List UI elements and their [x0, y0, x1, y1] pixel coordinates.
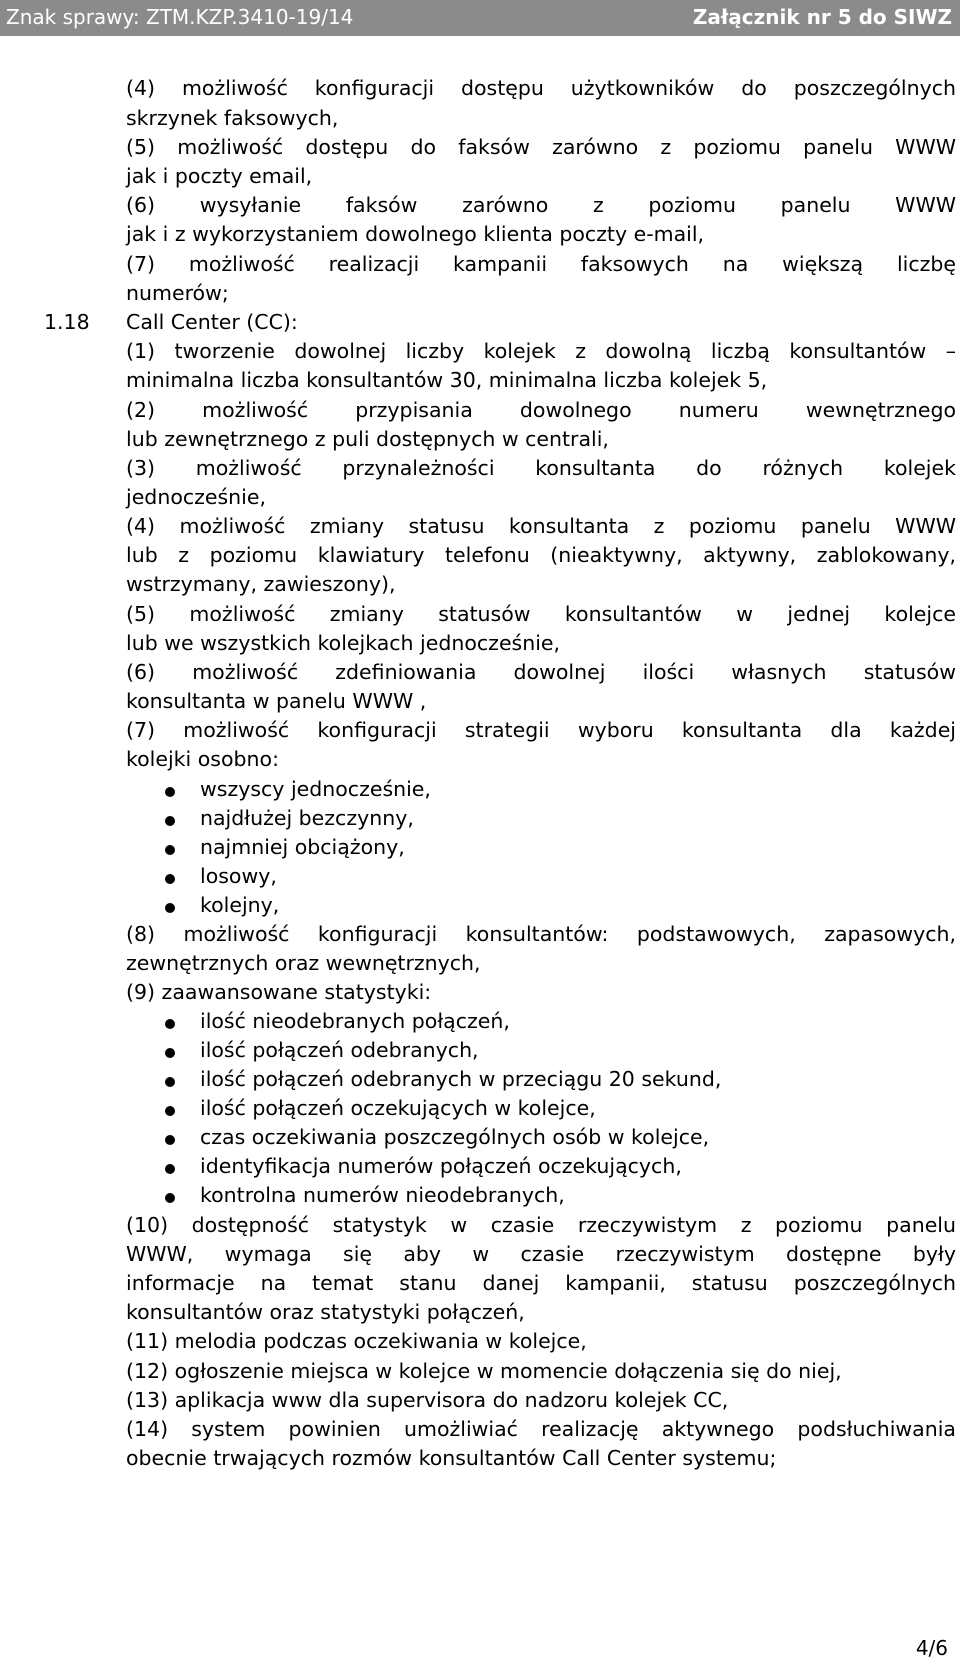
bullet-dot-icon: [165, 1048, 175, 1058]
text-line: skrzynek faksowych,: [126, 106, 339, 130]
text-line: (11) melodia podczas oczekiwania w kolejce,: [126, 1329, 587, 1353]
text-line: (13) aplikacja www dla supervisora do nadzoru kolejek CC,: [126, 1388, 729, 1412]
text-line: (7) możliwość konfiguracji strategii wyboru konsultanta dla każdej: [126, 718, 956, 742]
bullet-dot-icon: [165, 845, 175, 855]
text-line: (6) wysyłanie faksów zarówno z poziomu panelu WWW: [126, 193, 956, 217]
bullet-dot-icon: [165, 1164, 175, 1174]
text-line: jednocześnie,: [126, 485, 266, 509]
bullet-item: ilość połączeń odebranych,: [200, 1038, 479, 1062]
text-line: jak i poczty email,: [126, 164, 313, 188]
text-line: konsultanta w panelu WWW ,: [126, 689, 427, 713]
text-line: (2) możliwość przypisania dowolnego numeru wewnętrznego: [126, 398, 956, 422]
attachment-label: Załącznik nr 5 do SIWZ: [692, 5, 952, 29]
bullet-dot-icon: [165, 1019, 175, 1029]
page-number: 4/6: [915, 1636, 948, 1660]
bullet-item: wszyscy jednocześnie,: [200, 777, 431, 801]
text-line: (12) ogłoszenie miejsca w kolejce w momencie dołączenia się do niej,: [126, 1359, 842, 1383]
bullet-item: najdłużej bezczynny,: [200, 806, 414, 830]
text-line: lub we wszystkich kolejkach jednocześnie,: [126, 631, 561, 655]
bullet-item: kolejny,: [200, 893, 280, 917]
text-line: lub z poziomu klawiatury telefonu (nieaktywny, aktywny, zablokowany,: [126, 543, 956, 567]
bullet-item: losowy,: [200, 864, 277, 888]
bullet-item: najmniej obciążony,: [200, 835, 405, 859]
text-line: obecnie trwających rozmów konsultantów Call Center systemu;: [126, 1446, 777, 1470]
text-line: kolejki osobno:: [126, 747, 279, 771]
bullet-item: identyfikacja numerów połączeń oczekujących,: [200, 1154, 682, 1178]
text-line: (3) możliwość przynależności konsultanta do różnych kolejek: [126, 456, 956, 480]
text-line: WWW, wymaga się aby w czasie rzeczywistym dostępne były: [126, 1242, 956, 1266]
bullet-dot-icon: [165, 1193, 175, 1203]
bullet-item: ilość połączeń odebranych w przeciągu 20 sekund,: [200, 1067, 722, 1091]
bullet-dot-icon: [165, 1135, 175, 1145]
page-header: [0, 0, 960, 36]
bullet-item: czas oczekiwania poszczególnych osób w kolejce,: [200, 1125, 710, 1149]
bullet-dot-icon: [165, 787, 175, 797]
section-title: Call Center (CC):: [126, 310, 298, 334]
text-line: lub zewnętrznego z puli dostępnych w centrali,: [126, 427, 609, 451]
text-line: (4) możliwość zmiany statusu konsultanta z poziomu panelu WWW: [126, 514, 956, 538]
bullet-dot-icon: [165, 816, 175, 826]
text-line: (7) możliwość realizacji kampanii faksowych na większą liczbę: [126, 252, 956, 276]
text-line: informacje na temat stanu danej kampanii, statusu poszczególnych: [126, 1271, 956, 1295]
bullet-item: ilość nieodebranych połączeń,: [200, 1009, 510, 1033]
text-line: (9) zaawansowane statystyki:: [126, 980, 432, 1004]
bullet-dot-icon: [165, 1077, 175, 1087]
text-line: (14) system powinien umożliwiać realizację aktywnego podsłuchiwania: [126, 1417, 956, 1441]
text-line: numerów;: [126, 281, 229, 305]
text-line: wstrzymany, zawieszony),: [126, 572, 396, 596]
text-line: (5) możliwość zmiany statusów konsultantów w jednej kolejce: [126, 602, 956, 626]
text-line: (1) tworzenie dowolnej liczby kolejek z dowolną liczbą konsultantów –: [126, 339, 956, 363]
text-line: konsultantów oraz statystyki połączeń,: [126, 1300, 525, 1324]
bullet-item: kontrolna numerów nieodebranych,: [200, 1183, 565, 1207]
text-line: (10) dostępność statystyk w czasie rzeczywistym z poziomu panelu: [126, 1213, 956, 1237]
section-number: 1.18: [44, 310, 90, 334]
text-line: minimalna liczba konsultantów 30, minimalna liczba kolejek 5,: [126, 368, 768, 392]
text-line: (5) możliwość dostępu do faksów zarówno z poziomu panelu WWW: [126, 135, 956, 159]
text-line: zewnętrznych oraz wewnętrznych,: [126, 951, 481, 975]
bullet-dot-icon: [165, 903, 175, 913]
text-line: (8) możliwość konfiguracji konsultantów: podstawowych, zapasowych,: [126, 922, 956, 946]
bullet-dot-icon: [165, 874, 175, 884]
bullet-dot-icon: [165, 1106, 175, 1116]
text-line: jak i z wykorzystaniem dowolnego klienta poczty e-mail,: [126, 222, 705, 246]
case-number: Znak sprawy: ZTM.KZP.3410-19/14: [6, 5, 354, 29]
bullet-item: ilość połączeń oczekujących w kolejce,: [200, 1096, 596, 1120]
text-line: (6) możliwość zdefiniowania dowolnej ilości własnych statusów: [126, 660, 956, 684]
text-line: (4) możliwość konfiguracji dostępu użytkowników do poszczególnych: [126, 76, 956, 100]
